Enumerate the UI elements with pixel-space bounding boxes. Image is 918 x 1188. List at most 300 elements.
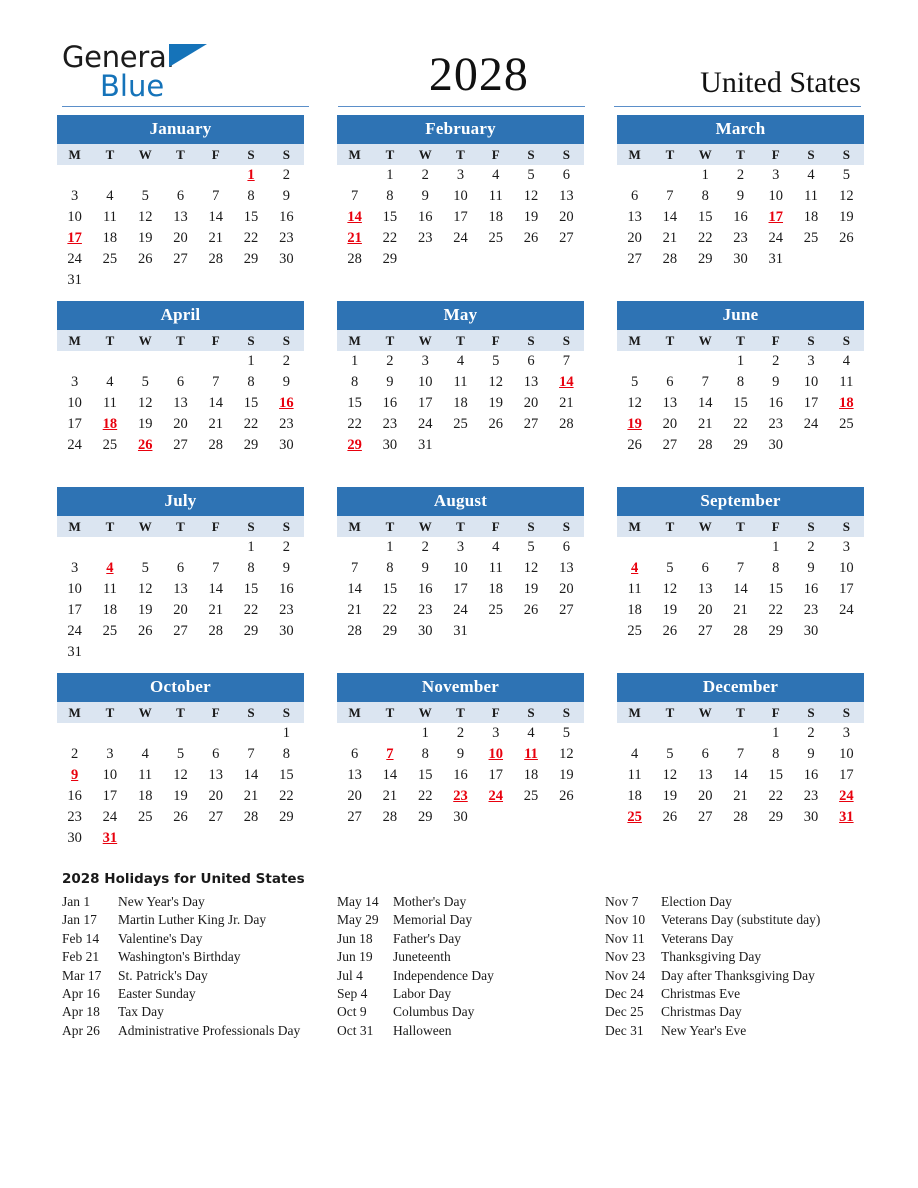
day-cell[interactable]: 21 [382,788,398,804]
day-cell[interactable]: 18 [627,788,642,804]
day-cell[interactable]: 19 [137,416,153,432]
day-cell[interactable]: 21 [697,416,713,432]
day-cell[interactable]: 15 [347,395,362,411]
day-cell[interactable]: 13 [173,209,188,225]
day-cell[interactable]: 14 [208,209,224,225]
day-cell[interactable]: 11 [804,188,819,204]
brand-logo[interactable] [62,40,340,103]
day-cell[interactable]: 1 [247,539,255,555]
day-cell-holiday[interactable]: 4 [631,560,639,576]
day-cell[interactable]: 17 [803,395,819,411]
day-cell[interactable]: 21 [208,602,224,618]
day-cell[interactable]: 2 [772,353,780,369]
day-cell[interactable]: 8 [351,374,359,390]
day-cell[interactable]: 6 [701,746,709,762]
day-cell-holiday[interactable]: 29 [347,437,362,453]
day-cell[interactable]: 15 [382,209,398,225]
day-cell[interactable]: 19 [488,395,504,411]
day-cell[interactable]: 3 [456,539,465,555]
day-cell[interactable]: 7 [736,560,745,576]
day-cell[interactable]: 7 [212,374,220,390]
day-cell[interactable]: 28 [347,251,362,267]
day-cell[interactable]: 27 [559,602,574,618]
day-cell[interactable]: 28 [559,416,574,432]
day-cell-holiday[interactable]: 18 [839,395,854,411]
day-cell[interactable]: 4 [492,539,500,555]
day-cell[interactable]: 22 [243,416,259,432]
day-cell[interactable]: 17 [417,395,433,411]
day-cell[interactable]: 28 [208,623,224,639]
day-cell[interactable]: 7 [666,188,674,204]
day-cell[interactable]: 30 [67,830,82,846]
day-cell[interactable]: 12 [662,581,678,597]
day-cell[interactable]: 15 [768,767,784,783]
day-cell[interactable]: 30 [803,623,819,639]
day-cell[interactable]: 4 [106,188,114,204]
day-cell[interactable]: 6 [631,188,639,204]
day-cell-holiday[interactable]: 19 [627,416,642,432]
day-cell[interactable]: 19 [559,767,574,783]
day-cell[interactable]: 9 [282,560,290,576]
day-cell[interactable]: 12 [523,188,539,204]
day-cell[interactable]: 16 [279,581,294,597]
day-cell[interactable]: 21 [208,230,224,246]
day-cell[interactable]: 30 [279,251,294,267]
day-cell[interactable]: 9 [282,374,290,390]
day-cell-holiday[interactable]: 25 [627,809,642,825]
day-cell[interactable]: 17 [67,602,82,618]
day-cell[interactable]: 21 [243,788,259,804]
day-cell[interactable]: 19 [662,602,678,618]
day-cell[interactable]: 16 [733,209,748,225]
day-cell[interactable]: 31 [453,623,468,639]
day-cell[interactable]: 5 [492,353,500,369]
day-cell[interactable]: 3 [842,725,850,741]
day-cell[interactable]: 13 [347,767,362,783]
day-cell[interactable]: 25 [523,788,539,804]
day-cell[interactable]: 13 [559,560,574,576]
day-cell[interactable]: 22 [347,416,362,432]
day-cell[interactable]: 20 [173,230,188,246]
day-cell[interactable]: 10 [453,560,468,576]
day-cell[interactable]: 15 [417,767,433,783]
day-cell[interactable]: 28 [733,809,748,825]
day-cell[interactable]: 24 [102,809,118,825]
day-cell[interactable]: 9 [282,188,290,204]
day-cell-holiday[interactable]: 14 [347,209,362,225]
day-cell[interactable]: 2 [807,725,815,741]
day-cell[interactable]: 4 [631,746,639,762]
day-cell[interactable]: 15 [243,395,259,411]
day-cell[interactable]: 24 [768,230,784,246]
day-cell[interactable]: 9 [807,746,815,762]
day-cell[interactable]: 5 [666,560,674,576]
day-cell[interactable]: 24 [839,602,854,618]
day-cell[interactable]: 30 [279,437,294,453]
day-cell[interactable]: 15 [733,395,748,411]
day-cell[interactable]: 7 [562,353,570,369]
day-cell[interactable]: 1 [351,353,359,369]
day-cell[interactable]: 27 [173,251,188,267]
day-cell[interactable]: 12 [137,209,153,225]
day-cell[interactable]: 26 [523,230,539,246]
day-cell[interactable]: 11 [453,374,468,390]
day-cell[interactable]: 13 [523,374,539,390]
day-cell[interactable]: 2 [282,353,290,369]
day-cell[interactable]: 12 [173,767,188,783]
day-cell[interactable]: 27 [697,809,713,825]
day-cell[interactable]: 13 [173,395,188,411]
day-cell[interactable]: 24 [67,251,82,267]
day-cell-holiday[interactable]: 11 [524,746,538,762]
day-cell[interactable]: 16 [417,209,433,225]
day-cell[interactable]: 29 [382,251,398,267]
day-cell[interactable]: 20 [662,416,678,432]
day-cell[interactable]: 28 [662,251,678,267]
day-cell[interactable]: 7 [701,374,709,390]
day-cell[interactable]: 30 [417,623,433,639]
day-cell[interactable]: 8 [386,560,394,576]
day-cell[interactable]: 6 [527,353,535,369]
day-cell[interactable]: 15 [243,209,259,225]
day-cell[interactable]: 5 [527,167,535,183]
day-cell[interactable]: 27 [173,437,188,453]
day-cell[interactable]: 19 [662,788,678,804]
day-cell[interactable]: 21 [208,416,224,432]
day-cell[interactable]: 25 [488,602,504,618]
day-cell[interactable]: 3 [456,167,465,183]
day-cell[interactable]: 12 [137,395,153,411]
day-cell[interactable]: 16 [279,209,294,225]
day-cell[interactable]: 20 [173,416,188,432]
day-cell[interactable]: 26 [173,809,188,825]
day-cell[interactable]: 20 [173,602,188,618]
day-cell[interactable]: 10 [839,746,854,762]
day-cell[interactable]: 4 [106,374,114,390]
day-cell[interactable]: 9 [456,746,465,762]
day-cell[interactable]: 27 [173,623,188,639]
day-cell[interactable]: 29 [733,437,748,453]
day-cell[interactable]: 18 [102,230,118,246]
day-cell[interactable]: 4 [492,167,500,183]
day-cell[interactable]: 16 [382,395,398,411]
day-cell[interactable]: 17 [67,416,82,432]
day-cell[interactable]: 16 [803,581,819,597]
day-cell[interactable]: 31 [67,272,82,288]
day-cell[interactable]: 14 [347,581,362,597]
day-cell[interactable]: 12 [137,581,153,597]
day-cell[interactable]: 18 [102,602,118,618]
day-cell[interactable]: 26 [627,437,642,453]
day-cell[interactable]: 23 [803,788,819,804]
day-cell[interactable]: 28 [733,623,748,639]
day-cell[interactable]: 31 [768,251,784,267]
day-cell[interactable]: 4 [456,353,465,369]
day-cell[interactable]: 6 [666,374,674,390]
day-cell[interactable]: 5 [666,746,674,762]
day-cell[interactable]: 17 [839,767,854,783]
day-cell[interactable]: 23 [382,416,398,432]
day-cell[interactable]: 20 [627,230,642,246]
day-cell[interactable]: 21 [347,602,362,618]
day-cell[interactable]: 25 [102,251,118,267]
day-cell[interactable]: 30 [279,623,294,639]
day-cell[interactable]: 17 [839,581,854,597]
day-cell[interactable]: 1 [386,167,394,183]
day-cell[interactable]: 8 [386,188,394,204]
day-cell[interactable]: 10 [768,188,784,204]
day-cell[interactable]: 7 [351,560,359,576]
day-cell-holiday[interactable]: 4 [106,560,114,576]
day-cell[interactable]: 19 [173,788,188,804]
day-cell[interactable]: 27 [523,416,539,432]
day-cell[interactable]: 27 [627,251,642,267]
day-cell[interactable]: 4 [141,746,149,762]
day-cell[interactable]: 10 [417,374,433,390]
day-cell[interactable]: 3 [71,560,79,576]
day-cell[interactable]: 27 [559,230,574,246]
day-cell[interactable]: 2 [282,167,290,183]
day-cell[interactable]: 28 [347,623,362,639]
day-cell[interactable]: 3 [772,167,780,183]
day-cell[interactable]: 7 [247,746,255,762]
day-cell[interactable]: 14 [208,581,224,597]
day-cell[interactable]: 5 [141,560,149,576]
day-cell[interactable]: 10 [67,581,82,597]
day-cell-holiday[interactable]: 16 [279,395,294,411]
day-cell[interactable]: 27 [697,623,713,639]
day-cell-holiday[interactable]: 14 [559,374,574,390]
day-cell[interactable]: 22 [768,788,784,804]
day-cell[interactable]: 20 [697,788,713,804]
day-cell[interactable]: 26 [523,602,539,618]
day-cell[interactable]: 19 [137,230,153,246]
day-cell[interactable]: 8 [772,746,780,762]
day-cell[interactable]: 28 [382,809,398,825]
day-cell[interactable]: 18 [137,788,153,804]
day-cell[interactable]: 9 [421,560,429,576]
day-cell[interactable]: 11 [488,188,503,204]
day-cell[interactable]: 1 [421,725,429,741]
day-cell[interactable]: 9 [807,560,815,576]
day-cell[interactable]: 25 [627,623,642,639]
day-cell[interactable]: 8 [282,746,290,762]
day-cell-holiday[interactable]: 1 [247,167,255,183]
day-cell[interactable]: 27 [208,809,224,825]
day-cell[interactable]: 25 [137,809,153,825]
day-cell[interactable]: 23 [279,416,294,432]
day-cell[interactable]: 26 [839,230,854,246]
day-cell[interactable]: 1 [701,167,709,183]
day-cell[interactable]: 3 [71,374,79,390]
day-cell[interactable]: 16 [768,395,784,411]
day-cell[interactable]: 25 [102,437,118,453]
day-cell[interactable]: 27 [347,809,362,825]
day-cell[interactable]: 14 [697,395,713,411]
day-cell[interactable]: 12 [627,395,642,411]
day-cell[interactable]: 15 [768,581,784,597]
day-cell[interactable]: 25 [488,230,504,246]
day-cell[interactable]: 8 [421,746,429,762]
day-cell[interactable]: 9 [772,374,780,390]
day-cell[interactable]: 20 [347,788,362,804]
day-cell[interactable]: 24 [803,416,819,432]
day-cell[interactable]: 28 [208,251,224,267]
day-cell[interactable]: 5 [527,539,535,555]
day-cell[interactable]: 16 [453,767,468,783]
day-cell[interactable]: 5 [842,167,850,183]
day-cell[interactable]: 23 [417,230,433,246]
day-cell[interactable]: 18 [488,209,504,225]
day-cell[interactable]: 22 [382,602,398,618]
day-cell[interactable]: 13 [559,188,574,204]
day-cell-holiday[interactable]: 21 [347,230,362,246]
day-cell[interactable]: 15 [243,581,259,597]
day-cell[interactable]: 29 [243,251,259,267]
day-cell[interactable]: 13 [662,395,678,411]
day-cell-holiday[interactable]: 31 [839,809,854,825]
day-cell-holiday[interactable]: 17 [768,209,784,225]
day-cell[interactable]: 18 [453,395,468,411]
day-cell-holiday[interactable]: 26 [137,437,153,453]
day-cell-holiday[interactable]: 7 [386,746,394,762]
day-cell[interactable]: 18 [627,602,642,618]
day-cell[interactable]: 18 [803,209,819,225]
day-cell[interactable]: 5 [141,188,149,204]
day-cell[interactable]: 22 [697,230,713,246]
day-cell[interactable]: 7 [212,188,220,204]
day-cell[interactable]: 12 [488,374,504,390]
day-cell[interactable]: 30 [733,251,748,267]
day-cell[interactable]: 23 [279,230,294,246]
day-cell[interactable]: 29 [243,623,259,639]
day-cell[interactable]: 5 [141,374,149,390]
day-cell[interactable]: 6 [212,746,220,762]
day-cell[interactable]: 22 [279,788,294,804]
day-cell[interactable]: 10 [453,188,468,204]
day-cell[interactable]: 30 [382,437,398,453]
day-cell[interactable]: 3 [71,188,79,204]
day-cell[interactable]: 9 [421,188,429,204]
day-cell-holiday[interactable]: 23 [453,788,468,804]
day-cell[interactable]: 13 [697,581,713,597]
day-cell[interactable]: 31 [67,644,82,660]
day-cell[interactable]: 14 [733,581,748,597]
day-cell[interactable]: 10 [102,767,118,783]
day-cell[interactable]: 3 [842,539,850,555]
day-cell[interactable]: 6 [351,746,359,762]
day-cell-holiday[interactable]: 24 [839,788,854,804]
day-cell[interactable]: 7 [212,560,220,576]
day-cell[interactable]: 7 [351,188,359,204]
day-cell[interactable]: 14 [733,767,748,783]
day-cell[interactable]: 31 [417,437,433,453]
day-cell[interactable]: 4 [807,167,815,183]
day-cell[interactable]: 24 [67,623,82,639]
day-cell[interactable]: 29 [243,437,259,453]
day-cell[interactable]: 11 [102,395,117,411]
day-cell[interactable]: 11 [839,374,854,390]
day-cell[interactable]: 16 [417,581,433,597]
day-cell[interactable]: 8 [247,560,255,576]
day-cell[interactable]: 24 [453,230,468,246]
day-cell[interactable]: 6 [176,188,185,204]
day-cell[interactable]: 11 [627,767,642,783]
day-cell[interactable]: 22 [417,788,433,804]
day-cell[interactable]: 14 [662,209,678,225]
day-cell[interactable]: 29 [768,809,784,825]
day-cell[interactable]: 29 [417,809,433,825]
day-cell[interactable]: 26 [559,788,574,804]
day-cell[interactable]: 5 [631,374,639,390]
day-cell[interactable]: 24 [67,437,82,453]
day-cell[interactable]: 19 [523,581,539,597]
day-cell[interactable]: 26 [662,623,678,639]
day-cell[interactable]: 10 [67,395,82,411]
day-cell[interactable]: 6 [176,560,185,576]
day-cell[interactable]: 29 [279,809,294,825]
day-cell[interactable]: 19 [839,209,854,225]
day-cell[interactable]: 20 [559,209,574,225]
day-cell[interactable]: 17 [488,767,504,783]
day-cell[interactable]: 6 [562,167,570,183]
day-cell[interactable]: 11 [627,581,642,597]
day-cell[interactable]: 6 [176,374,185,390]
day-cell[interactable]: 23 [417,602,433,618]
day-cell[interactable]: 15 [382,581,398,597]
day-cell[interactable]: 3 [807,353,815,369]
day-cell[interactable]: 3 [421,353,429,369]
day-cell[interactable]: 7 [736,746,745,762]
day-cell[interactable]: 1 [247,353,255,369]
day-cell[interactable]: 18 [488,581,504,597]
day-cell[interactable]: 18 [523,767,539,783]
day-cell[interactable]: 2 [421,539,429,555]
day-cell[interactable]: 1 [282,725,290,741]
day-cell[interactable]: 12 [839,188,854,204]
day-cell[interactable]: 27 [662,437,678,453]
day-cell[interactable]: 1 [736,353,745,369]
day-cell[interactable]: 1 [772,539,780,555]
day-cell[interactable]: 8 [247,374,255,390]
day-cell[interactable]: 17 [102,788,118,804]
day-cell[interactable]: 11 [488,560,503,576]
day-cell-holiday[interactable]: 24 [488,788,504,804]
day-cell[interactable]: 21 [559,395,574,411]
day-cell[interactable]: 16 [67,788,82,804]
day-cell[interactable]: 2 [71,746,79,762]
day-cell[interactable]: 23 [733,230,748,246]
day-cell[interactable]: 26 [488,416,504,432]
day-cell[interactable]: 8 [247,188,255,204]
day-cell[interactable]: 28 [243,809,259,825]
day-cell[interactable]: 9 [386,374,394,390]
day-cell[interactable]: 1 [772,725,780,741]
day-cell[interactable]: 13 [627,209,642,225]
day-cell[interactable]: 2 [807,539,815,555]
day-cell-holiday[interactable]: 9 [71,767,79,783]
day-cell[interactable]: 4 [842,353,850,369]
day-cell-holiday[interactable]: 10 [488,746,504,762]
day-cell-holiday[interactable]: 31 [102,830,118,846]
day-cell[interactable]: 29 [768,623,784,639]
day-cell[interactable]: 14 [382,767,398,783]
day-cell[interactable]: 23 [803,602,819,618]
day-cell[interactable]: 3 [106,746,114,762]
day-cell[interactable]: 25 [453,416,468,432]
day-cell[interactable]: 29 [697,251,713,267]
day-cell[interactable]: 12 [559,746,574,762]
